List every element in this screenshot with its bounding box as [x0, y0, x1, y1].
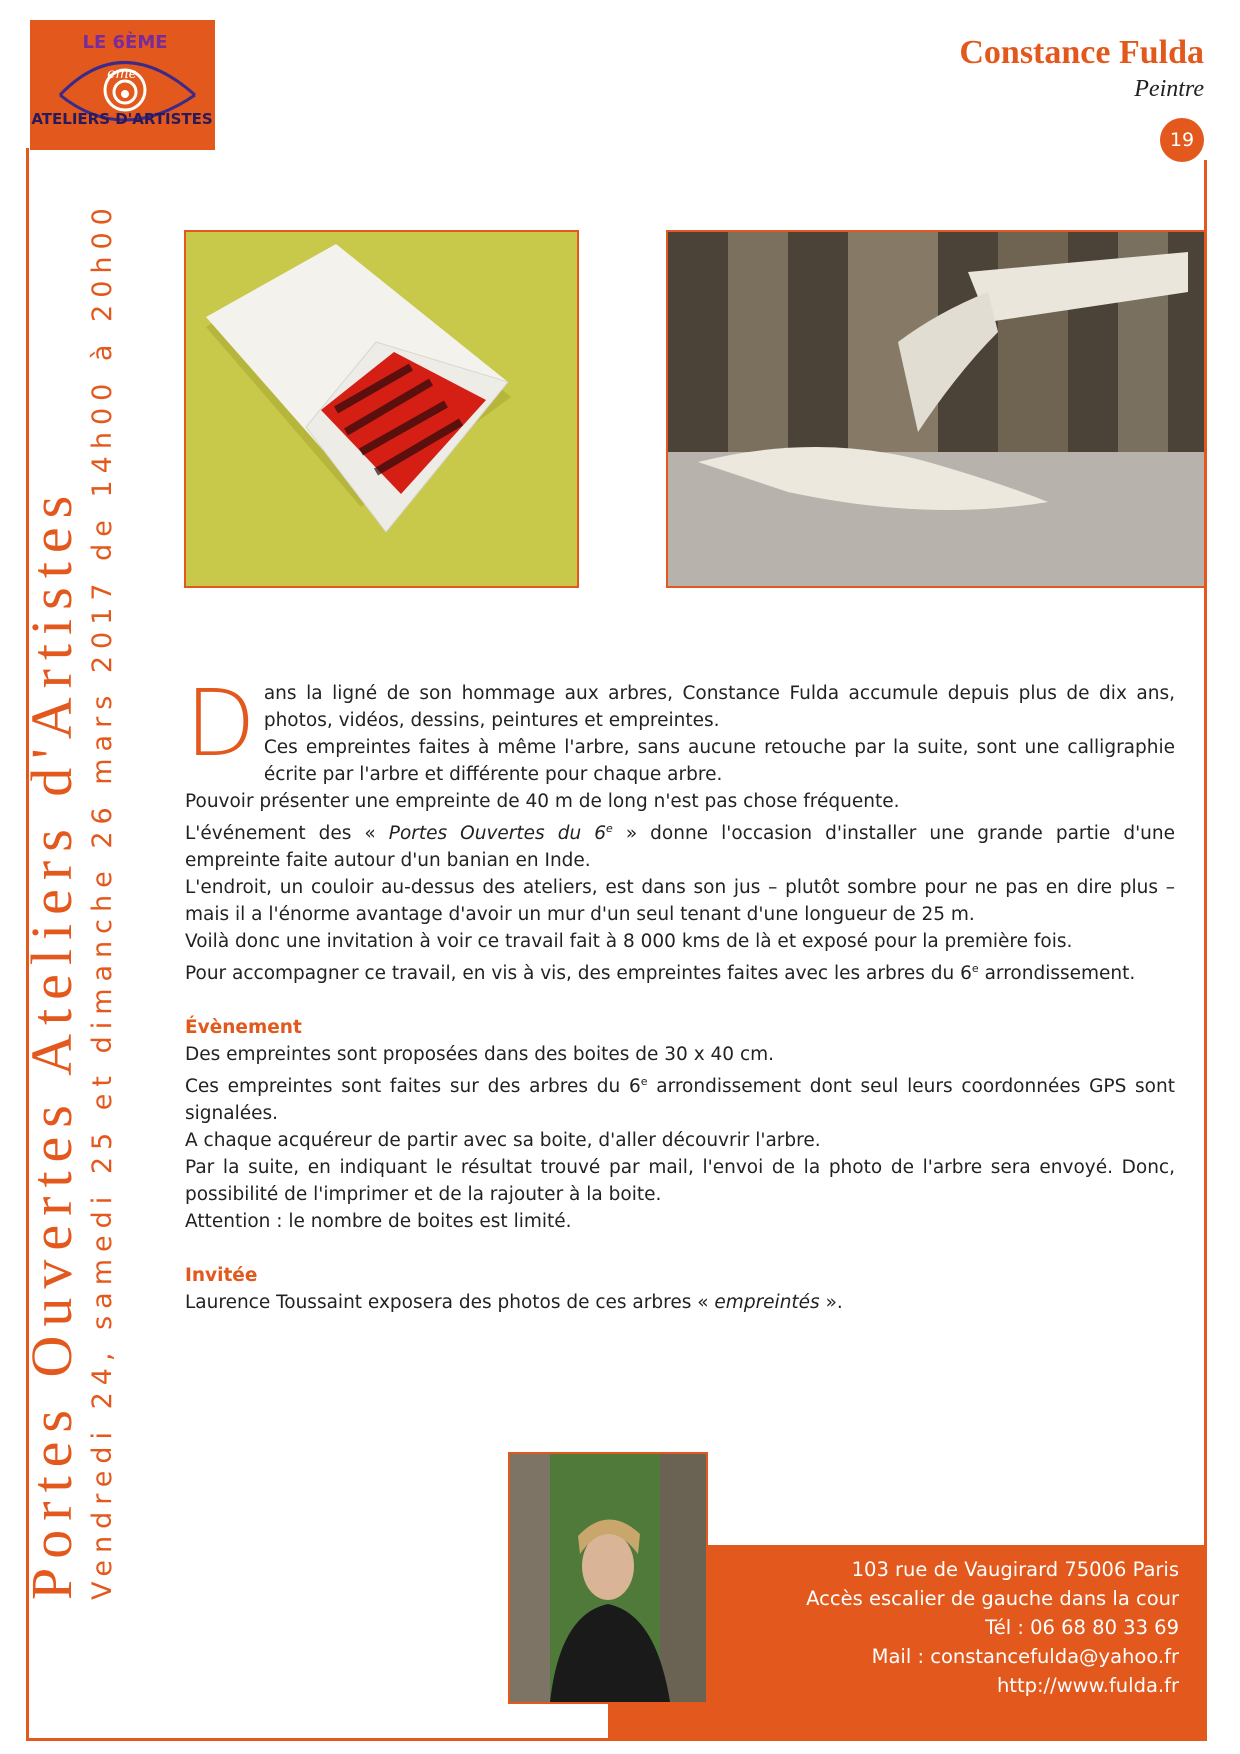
- sidebar-title: Portes Ouvertes Ateliers d'Artistes: [19, 486, 84, 1600]
- logo: [30, 20, 215, 150]
- page-number-badge: 19: [1160, 118, 1204, 162]
- svg-text:ATELIERS D'ARTISTES: ATELIERS D'ARTISTES: [31, 110, 213, 128]
- event-line: Par la suite, en indiquant le résultat trouvé par mail, l'envoi de la photo de l'arbre sera envoyé. Donc, possibilité de l'imprimer et de la rajouter à la boite.: [185, 1157, 1175, 1206]
- event-line: Attention : le nombre de boites est limité.: [185, 1211, 572, 1233]
- contact-web-link[interactable]: http://www.fulda.fr: [996, 1674, 1179, 1697]
- artist-portrait: [508, 1452, 708, 1704]
- artist-name: Constance Fulda: [959, 34, 1204, 71]
- contact-mail[interactable]: Mail : constancefulda@yahoo.fr: [871, 1645, 1179, 1668]
- article-line: Pour accompagner ce travail, en vis à vis, des empreintes faites avec les arbres du 6e arrondissement.: [185, 962, 1136, 985]
- contact-phone: Tél : 06 68 80 33 69: [985, 1616, 1179, 1639]
- intro-line: Ces empreintes faites à même l'arbre, sans aucune retouche par la suite, sont une calligraphie écrite par l'arbre et différente pour chaque arbre.: [263, 737, 1175, 785]
- contact-address: 103 rue de Vaugirard 75006 Paris: [851, 1558, 1179, 1581]
- banyan-installation-photo: [666, 230, 1206, 588]
- guest-heading: Invitée: [185, 1265, 258, 1287]
- contact-access: Accès escalier de gauche dans la cour: [806, 1587, 1179, 1610]
- event-heading: Évènement: [185, 1017, 302, 1039]
- article-body: [185, 670, 1176, 1316]
- article-line: L'endroit, un couloir au-dessus des ateliers, est dans son jus – plutôt sombre pour ne pas en dire plus – mais il a l'énorme avantage d'avoir un mur d'un seul tenant d'une longueur de 25 m.: [185, 877, 1175, 926]
- svg-text:LE 6ÈME: LE 6ÈME: [82, 32, 168, 53]
- intro-line: Pouvoir présenter une empreinte de 40 m de long n'est pas chose fréquente.: [185, 791, 900, 812]
- artwork-box-photo: [184, 230, 579, 588]
- svg-text:eme: eme: [107, 66, 137, 82]
- sidebar-subtitle: Vendredi 24, samedi 25 et dimanche 26 mars 2017 de 14h00 à 20h00: [87, 201, 118, 1600]
- article-line: Voilà donc une invitation à voir ce travail fait à 8 000 kms de là et exposé pour la première fois.: [185, 931, 1073, 953]
- event-line-1: Des empreintes sont proposées dans des boites de 30 x 40 cm.: [185, 1044, 775, 1066]
- event-line: A chaque acquéreur de partir avec sa boite, d'aller découvrir l'arbre.: [185, 1130, 821, 1152]
- event-line-2: Ces empreintes sont faites sur des arbres du 6e arrondissement dont seul leurs coordonnées GPS sont signalées.: [185, 1075, 1175, 1125]
- drop-cap: D: [185, 670, 256, 777]
- contact-info: [806, 1555, 1179, 1700]
- sidebar-vertical-banner: [20, 200, 140, 1600]
- guest-line: Laurence Toussaint exposera des photos de ces arbres « empreintés ».: [185, 1292, 843, 1314]
- intro-line: ans la ligné de son hommage aux arbres, Constance Fulda accumule depuis plus de dix ans, photos, vidéos, dessins, peintures et empreintes.: [263, 683, 1175, 731]
- event-line: L'événement des « Portes Ouvertes du 6e » donne l'occasion d'installer une grande partie d'une empreinte faite autour d'un banian en Inde.: [185, 822, 1176, 872]
- intro-paragraph: [185, 670, 1175, 815]
- artist-role: Peintre: [1134, 76, 1204, 102]
